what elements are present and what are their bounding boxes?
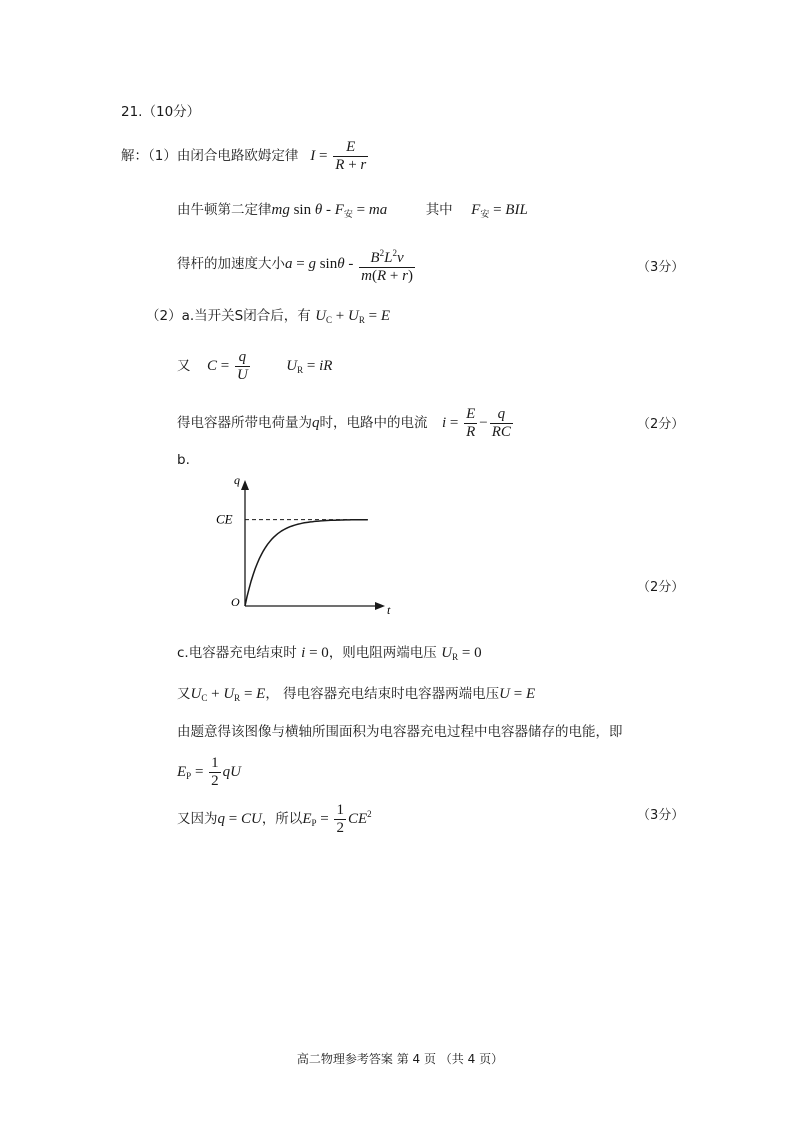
charge-formula: q = CU xyxy=(217,811,262,827)
score-part1: （3分） xyxy=(637,260,685,275)
c-text4: 由题意得该图像与横轴所围面积为电容器充电过程中电容器储存的电能，即 xyxy=(177,724,623,740)
c-text1: 电容器充电结束时 xyxy=(188,645,297,661)
accel-text: 得杆的加速度大小 xyxy=(177,256,285,272)
resistor-voltage-formula: $U_R$ = iR xyxy=(286,358,333,375)
part2c-line2 xyxy=(177,684,535,708)
charge-text: 得电容器所带电荷量为 xyxy=(177,415,312,431)
score-part2a: （2分） xyxy=(637,417,685,432)
part2c-label: c. xyxy=(177,645,189,661)
energy-formula-line xyxy=(177,752,241,796)
charge-text2: 时，电路中的电流 xyxy=(319,415,428,431)
part1-intro: 解：（1）由闭合电路欧姆定律 xyxy=(121,148,299,164)
ohm-law-line xyxy=(121,136,370,176)
c-text5: 又因为 xyxy=(177,811,218,827)
acceleration-formula: a = g sinθ - $\frac{B^2L^2v}{m(R + r)}$ xyxy=(285,256,417,272)
current-formula: i = $\frac{E}{R}$ − $\frac{q}{RC}$ xyxy=(441,406,511,441)
acceleration-line xyxy=(177,244,417,285)
charge-symbol: q xyxy=(312,415,320,431)
part2c-line1 xyxy=(177,643,482,667)
newton-formula: mg sin θ - $F_安$ = ma xyxy=(271,202,388,219)
newton-law-line xyxy=(177,200,528,224)
x-axis-arrow xyxy=(375,602,385,610)
again-text: 又 xyxy=(177,358,191,374)
c-text2: ，则电阻两端电压 xyxy=(328,645,437,661)
energy-formula: $E_P$ = $\frac{1}{2}$ qU xyxy=(177,755,241,790)
final-voltage-formula: U = E xyxy=(499,686,536,702)
newton-text: 由牛顿第二定律 xyxy=(177,202,272,218)
c-again: 又 xyxy=(177,686,191,702)
kvl-formula: $U_C + U_R = E$ xyxy=(315,308,391,325)
zero-voltage-formula: $U_R = 0$ xyxy=(441,645,482,662)
final-energy-formula: $E_P$ = $\frac{1}{2}$ $CE^2$ xyxy=(302,802,372,837)
score-part2c: （3分） xyxy=(637,808,685,823)
part2a-line xyxy=(146,306,390,330)
y-axis-label: q xyxy=(234,473,240,487)
capacitance-line xyxy=(177,346,332,390)
part2a-text: 当开关S闭合后，有 xyxy=(194,308,311,324)
y-axis-arrow xyxy=(241,480,249,490)
capacitance-formula: C = $\frac{q}{U}$ xyxy=(206,349,248,384)
x-axis-label: t xyxy=(387,603,391,617)
problem-number: 21. xyxy=(121,104,143,120)
problem-points: （10分） xyxy=(142,104,201,120)
ampere-force-formula: $F_安$ = BIL xyxy=(471,202,528,219)
c-text6: ，所以 xyxy=(261,811,303,827)
current-line xyxy=(177,403,515,443)
kvl-formula-2: $U_C + U_R = E$ xyxy=(190,686,266,703)
origin-label: O xyxy=(231,595,240,609)
asymptote-label: CE xyxy=(216,511,233,527)
part2b-label: b. xyxy=(177,452,190,468)
ohm-law-formula: I = $\frac{E}{R + r}$ xyxy=(302,139,367,174)
charge-time-graph xyxy=(212,472,392,617)
page-footer: 高二物理参考答案 第 4 页 （共 4 页） xyxy=(296,1052,504,1066)
part2c-line5 xyxy=(177,794,372,843)
among-text: 其中 xyxy=(425,202,453,218)
zero-current-formula: i = 0 xyxy=(301,645,329,661)
problem-header xyxy=(121,102,200,122)
score-part2b: （2分） xyxy=(637,580,685,595)
c-text3: ， 得电容器充电结束时电容器两端电压 xyxy=(265,686,500,702)
part2a-label: （2）a. xyxy=(146,308,195,324)
charging-curve xyxy=(245,520,368,606)
